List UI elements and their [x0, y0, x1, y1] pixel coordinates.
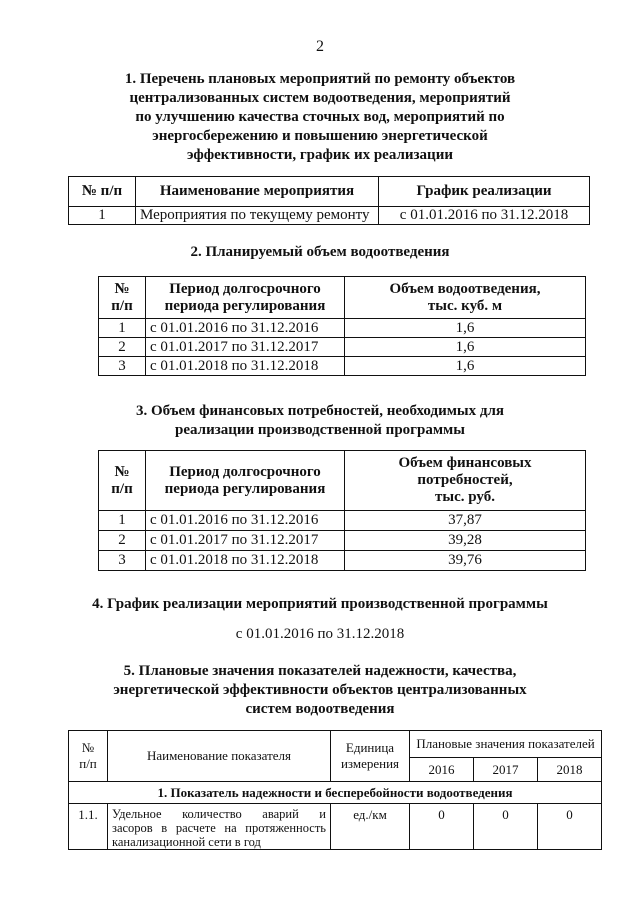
cell-volume: 1,6 — [345, 319, 586, 338]
header-financial-line: потребностей, — [417, 472, 513, 488]
title-line: реализации производственной программы — [175, 422, 465, 438]
header-num — [69, 731, 108, 782]
cell-amount: 37,87 — [345, 511, 586, 531]
title-line: по улучшению качества сточных вод, мероприятий по — [135, 109, 505, 125]
table-row — [99, 338, 586, 357]
header-planned-values: Плановые значения показателей — [410, 731, 602, 758]
cell-volume: 1,6 — [345, 338, 586, 357]
header-num: № п/п — [69, 177, 136, 207]
header-period — [146, 277, 345, 319]
table-row — [99, 511, 586, 531]
header-period-line: периода регулирования — [164, 480, 326, 497]
header-num-line: № — [114, 463, 130, 480]
title-line: систем водоотведения — [245, 701, 395, 717]
cell-period: с 01.01.2016 по 31.12.2016 — [146, 319, 345, 338]
cell-indicator-name — [108, 804, 331, 850]
financial-table — [98, 450, 586, 571]
title-line: энергетической эффективности объектов централизованных — [113, 682, 527, 698]
cell-period: с 01.01.2017 по 31.12.2017 — [146, 338, 345, 357]
cell-num: 1 — [99, 319, 146, 338]
header-year: 2017 — [473, 758, 537, 782]
header-num — [99, 451, 146, 511]
cell-num: 1 — [99, 511, 146, 531]
header-num — [99, 277, 146, 319]
header-volume — [345, 277, 586, 319]
cell-value-2016: 0 — [410, 804, 474, 850]
table-row — [69, 207, 590, 225]
indicator-name-line: засоров в расчете на протяженность — [112, 821, 326, 835]
section1-title — [0, 70, 640, 165]
cell-period: с 01.01.2017 по 31.12.2017 — [146, 531, 345, 551]
table-row — [69, 804, 602, 850]
cell-num: 2 — [99, 338, 146, 357]
table-row — [99, 531, 586, 551]
cell-value-2018: 0 — [537, 804, 601, 850]
cell-period: с 01.01.2016 по 31.12.2016 — [146, 511, 345, 531]
title-line: централизованных систем водоотведения, мероприятий — [129, 90, 511, 106]
header-schedule: График реализации — [379, 177, 590, 207]
header-financial — [345, 451, 586, 511]
table-row — [99, 319, 586, 338]
indicator-name-line: канализационной сети в год — [112, 835, 261, 849]
indicator-name-line: Удельное количество аварий и — [112, 807, 326, 821]
header-year: 2018 — [537, 758, 601, 782]
cell-unit: ед./км — [331, 804, 410, 850]
cell-num: 3 — [99, 357, 146, 376]
page-number: 2 — [316, 38, 324, 55]
cell-amount: 39,76 — [345, 551, 586, 571]
group-title: 1. Показатель надежности и бесперебойности водоотведения — [69, 782, 602, 804]
header-unit-line: Единица — [345, 740, 395, 755]
header-period — [146, 451, 345, 511]
title-line: 5. Плановые значения показателей надежности, качества, — [123, 663, 517, 679]
section3-title — [0, 402, 640, 440]
cell-amount: 39,28 — [345, 531, 586, 551]
header-volume-line: Объем водоотведения, — [389, 280, 541, 297]
header-num-line: п/п — [111, 480, 133, 497]
header-period-line: Период долгосрочного — [169, 463, 321, 480]
section4-title: 4. График реализации мероприятий производственной программы — [92, 596, 548, 612]
indicators-table — [68, 730, 602, 850]
title-line: энергосбережению и повышению энергетической — [152, 128, 488, 144]
section4-period: с 01.01.2016 по 31.12.2018 — [235, 626, 405, 642]
header-period-line: Период долгосрочного — [169, 280, 321, 297]
header-activity: Наименование мероприятия — [136, 177, 379, 207]
volume-table — [98, 276, 586, 376]
header-financial-line: тыс. руб. — [435, 489, 495, 505]
cell-value-2017: 0 — [473, 804, 537, 850]
header-year: 2016 — [410, 758, 474, 782]
cell-volume: 1,6 — [345, 357, 586, 376]
cell-num: 2 — [99, 531, 146, 551]
cell-period: с 01.01.2018 по 31.12.2018 — [146, 551, 345, 571]
header-indicator-name: Наименование показателя — [108, 731, 331, 782]
cell-activity: Мероприятия по текущему ремонту — [136, 207, 379, 225]
header-num-line: № — [114, 280, 130, 297]
title-line: 3. Объем финансовых потребностей, необходимых для — [135, 403, 505, 419]
header-unit-line: измерения — [340, 756, 400, 771]
cell-period: с 01.01.2018 по 31.12.2018 — [146, 357, 345, 376]
table-row — [99, 551, 586, 571]
table-row — [99, 357, 586, 376]
title-line: эффективности, график их реализации — [187, 147, 453, 163]
header-volume-line: тыс. куб. м — [427, 297, 503, 314]
cell-num: 3 — [99, 551, 146, 571]
cell-num: 1.1. — [69, 804, 108, 850]
section2-title: 2. Планируемый объем водоотведения — [190, 244, 450, 260]
header-num-line: п/п — [79, 756, 97, 771]
title-line: 1. Перечень плановых мероприятий по ремонту объектов — [124, 71, 516, 87]
section5-title — [0, 662, 640, 719]
header-num-line: № — [81, 740, 95, 755]
header-financial-line: Объем финансовых — [398, 455, 532, 471]
header-unit — [331, 731, 410, 782]
header-num-line: п/п — [111, 297, 133, 314]
cell-schedule: с 01.01.2016 по 31.12.2018 — [379, 207, 590, 225]
activities-table — [68, 176, 590, 225]
cell-num: 1 — [69, 207, 136, 225]
header-period-line: периода регулирования — [164, 297, 326, 314]
